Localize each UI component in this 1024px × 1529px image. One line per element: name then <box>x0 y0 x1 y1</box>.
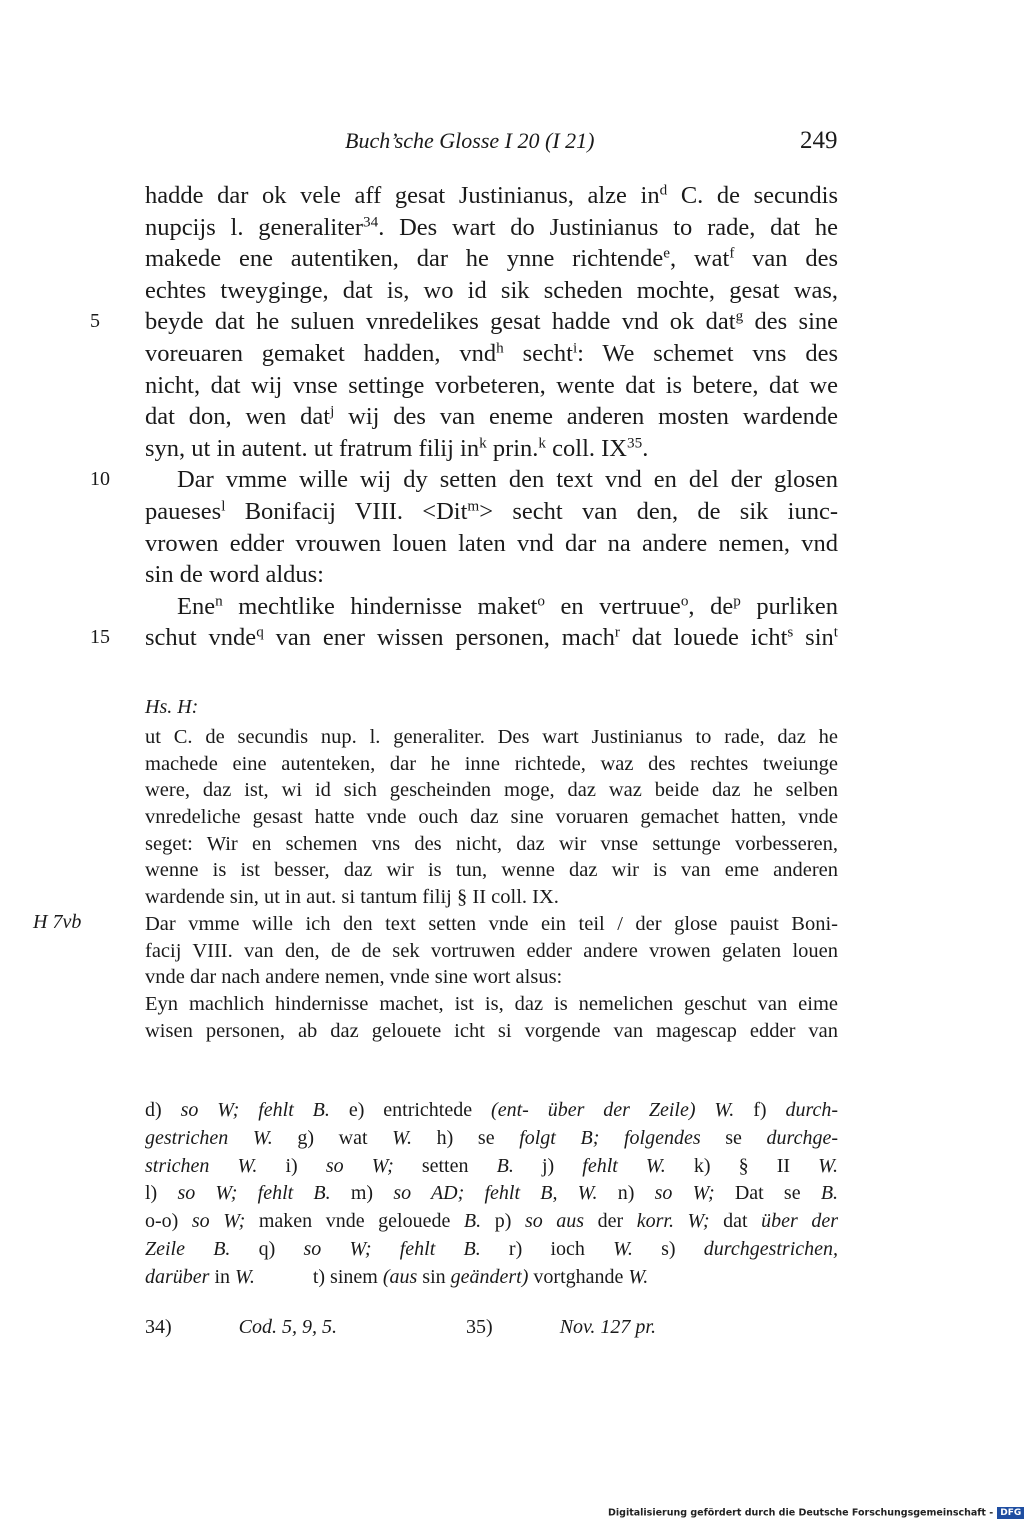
apparatus-line: Zeile B. q) so W; fehlt B. r) ioch W. s) durchgestrichen, <box>145 1237 839 1260</box>
apparatus-line: d) so W; fehlt B. e) entrichtede (ent- über der Zeile) W. f) durch- <box>145 1099 839 1121</box>
text-line: 10 Dar vmme wille wij dy setten den text vnd en del der glosen <box>145 464 838 496</box>
manuscript-line: facij VIII. van den, de de sek vortruwen edder andere vrowen gelaten louen <box>145 939 838 962</box>
text-line: echtes tweyginge, dat is, wo id sik scheden mochte, gesat was, <box>145 276 838 304</box>
manuscript-line: machede eine autenteken, dar he inne richtede, waz des rechtes tweiunge <box>145 752 838 775</box>
manuscript-line: Eyn machlich hindernisse machet, ist is, daz is nemelichen geschut van eime <box>145 992 838 1015</box>
line-number: 15 <box>90 626 110 649</box>
manuscript-text <box>145 724 838 1044</box>
manuscript-line: were, daz ist, wi id sich gescheinden moge, daz waz beide daz he selben <box>145 779 838 802</box>
critical-apparatus <box>145 1097 838 1292</box>
manuscript-line: wardende sin, ut in aut. si tantum filij § II coll. IX. <box>145 886 559 909</box>
text-line: dat don, wen dat$^j$ wij des van eneme anderen mosten wardende <box>145 402 838 431</box>
text-line: syn, ut in autent. ut fratrum filij $in^k$ prin.$^k$ coll. IX$^{35}$. <box>145 434 649 462</box>
manuscript-line: ut C. de secundis nup. l. generaliter. Des wart Justinianus to rade, daz he <box>145 726 838 748</box>
text-line: voreuaren gemaket hadden, vnd$^h$ secht$^i$: We schemet vns des <box>145 339 838 367</box>
manuscript-line: seget: Wir en schemen vns des nicht, daz wir vnse settunge vorbesseren, <box>145 832 838 855</box>
dfg-logo-icon: DFG <box>997 1507 1024 1519</box>
manuscript-line: vnredeliche gesast hatte vnde ouch daz sine voruaren gemachet hatten, vnde <box>145 806 838 829</box>
main-text <box>90 180 839 654</box>
digitization-credit: Digitalisierung gefördert durch die Deutsche Forschungsgemeinschaft - DFG <box>608 1507 1024 1519</box>
line-number: 10 <box>90 468 110 491</box>
margin-note: H 7vb <box>33 911 82 933</box>
text-line: nicht, dat wij vnse settinge vorbeteren, wente dat is betere, dat we <box>145 371 838 399</box>
text-line: makede ene autentiken, dar he ynne richtende$^e$, wat$^f$ van des <box>145 244 838 273</box>
source-note-35: 35) Nov. 127 pr. <box>466 1316 656 1338</box>
text-line: 15 schut vnde$^q$ van ener wissen personen, mach$^r$ dat louede icht$^s$ $\sin^t$ <box>145 622 838 654</box>
apparatus-line: strichen W. i) so W; setten B. j) fehlt W. k) § II W. <box>145 1154 839 1177</box>
apparatus-line: gestrichen W. g) wat W. h) se folgt B; folgendes se durchge- <box>145 1126 838 1149</box>
apparatus-line: o-o) so W; maken vnde gelouede B. p) so aus der korr. W; dat über der <box>145 1210 839 1233</box>
manuscript-line: vnde dar nach andere nemen, vnde sine wort alsus: <box>145 966 563 989</box>
line-number: 5 <box>90 310 100 333</box>
text-line: paueses$^l$ Bonifacij VIII. <Dit$^m$> secht van den, de sik iunc- <box>145 497 838 525</box>
text-line: sin de word aldus: <box>145 561 324 589</box>
text-line: nupcijs l. generaliter$^{34}$. Des wart do Justinianus to rade, dat he <box>145 213 838 241</box>
manuscript-line: Dar vmme wille ich den text setten vnde ein teil / der glose pauist Boni- <box>145 912 838 935</box>
manuscript-label: Hs. H: <box>145 696 199 718</box>
manuscript-line: wenne is ist besser, daz wir is tun, wenne daz wir is van eme anderen <box>145 859 838 882</box>
text-line: vrowen edder vrouwen louen laten vnd dar na andere nemen, vnd <box>145 529 838 557</box>
text-line: Ene$^n$ mechtlike hindernisse maket$^o$ en vertruue$^o$, $de^p$ purliken <box>177 592 838 620</box>
text-line: 5 beyde dat he suluen vnredelikes gesat hadde vnd ok dat$^g$ des sine <box>145 306 838 338</box>
source-notes <box>145 1316 780 1339</box>
text-line: hadde dar ok vele aff gesat Justinianus, alze $in^d$ C. de secundis <box>145 181 839 209</box>
page-number: 249 <box>800 127 838 154</box>
apparatus-line: darüber in W. t) sinem (aus sin geändert) vortghande W. <box>145 1265 649 1288</box>
source-note-34: 34) Cod. 5, 9, 5. <box>145 1316 338 1338</box>
manuscript-line: wisen personen, ab daz gelouete icht si vorgende van magescap edder van <box>145 1019 838 1042</box>
running-title: Buch’sche Glosse I 20 (I 21) <box>345 128 595 153</box>
apparatus-line: l) so W; fehlt B. m) so AD; fehlt B, W. n) so W; Dat se B. <box>145 1182 839 1205</box>
